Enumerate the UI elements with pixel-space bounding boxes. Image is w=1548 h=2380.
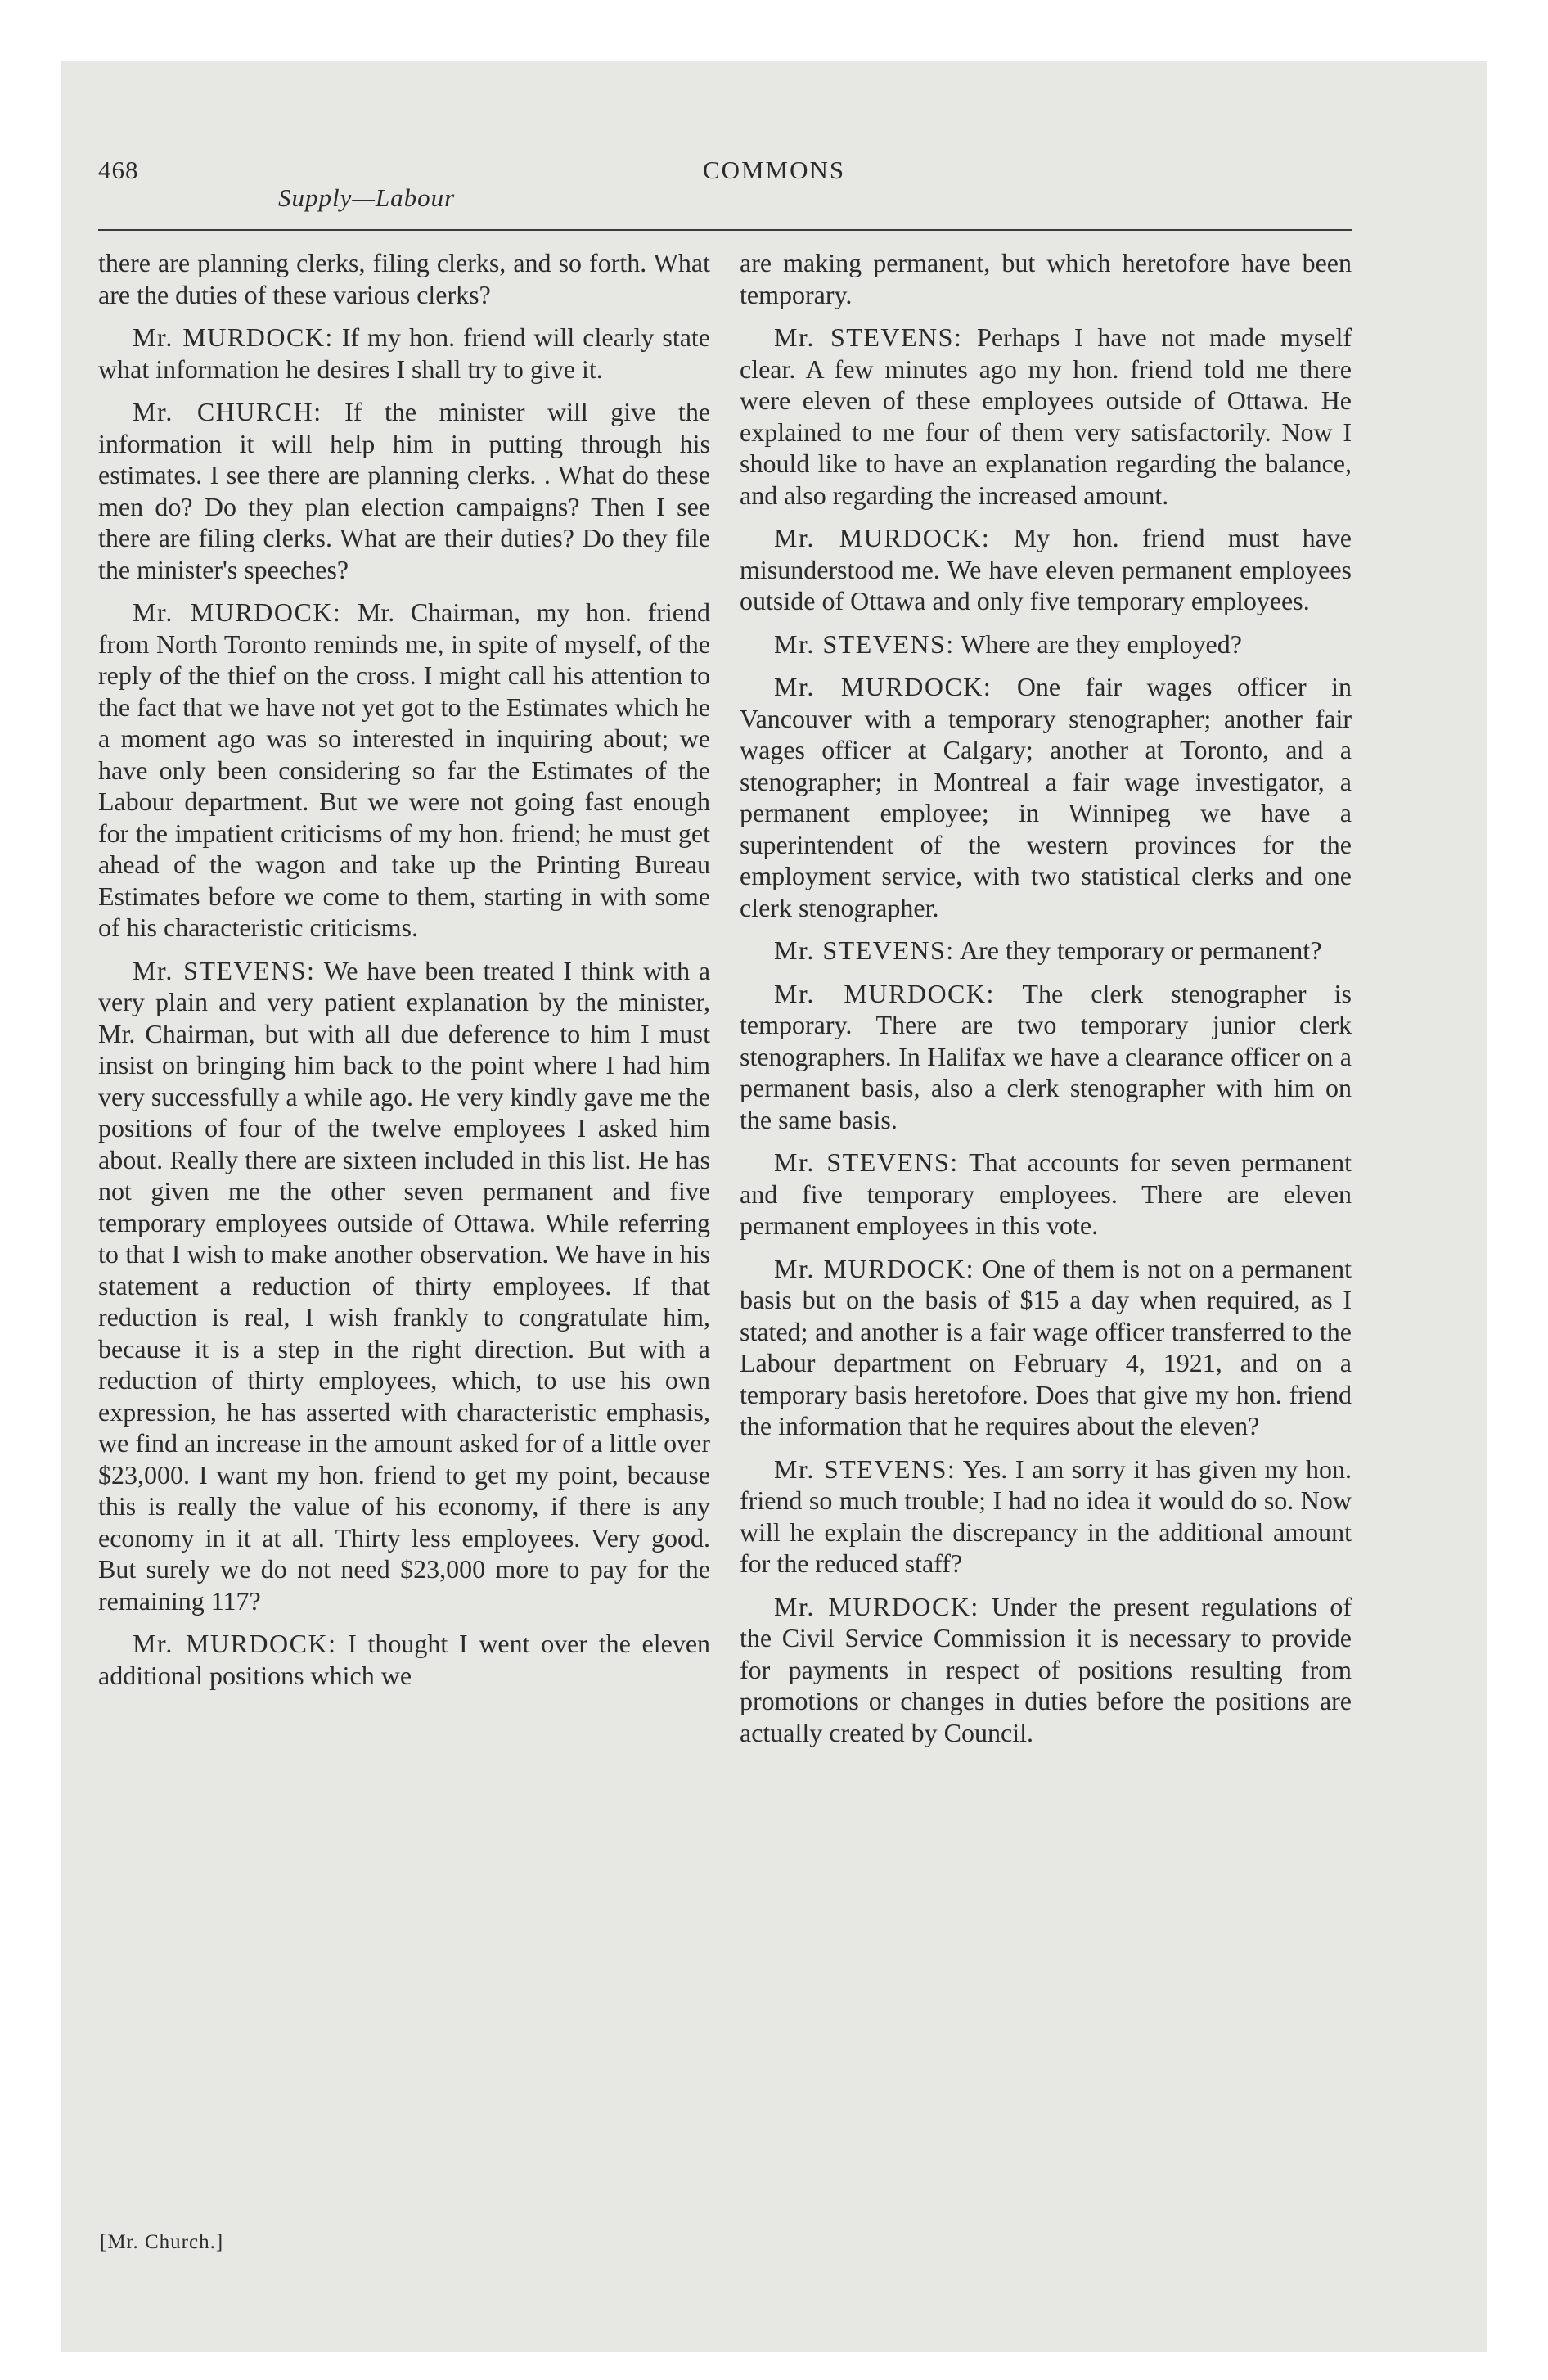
right-column [740,247,1352,1760]
speaker: Mr. MURDOCK: [133,1629,337,1658]
speaker: Mr. STEVENS: [774,1454,956,1484]
page-number: 468 [98,156,139,184]
paragraph [98,597,710,944]
paragraph-text: Perhaps I have not made myself clear. A few minutes ago my hon. friend told me there were eleven of these employees outside of Ottawa. He explained to me four of them very satisfactorily. Now I should like to have an explanation regarding the balance, and also regarding the increased amount. [740,322,1352,510]
speaker: Mr. MURDOCK: [133,597,342,627]
paragraph [98,247,710,310]
speaker: Mr. STEVENS: [774,1147,959,1177]
paragraph [98,1628,710,1691]
speaker: Mr. MURDOCK: [774,523,991,552]
speaker: Mr. MURDOCK: [774,978,995,1008]
speaker: Mr. MURDOCK: [774,1253,975,1283]
paragraph [740,1253,1352,1442]
paragraph-text: One fair wages officer in Vancouver with a temporary stenographer; another fair wages officer at Calgary; another at Toronto, and a stenographer; in Montreal a fair wage investigator, a permanent employee; in Winnipeg we have a superintendent of the western provinces for the employment service, with two statistical clerks and one clerk stenographer. [740,672,1352,922]
paragraph-text: If the minister will give the information it will help him in putting through his estimates. I see there are planning clerks. . What do these men do? Do they plan election campaigns? Then I see there are filing clerks. What are their duties? Do they file the minister's speeches? [98,397,711,584]
paragraph [740,629,1352,660]
paragraph-text: are making permanent, but which heretofore have been temporary. [740,248,1352,309]
paragraph [740,522,1352,617]
left-column [98,247,710,1702]
paragraph-text: Are they temporary or permanent? [959,935,1322,965]
paragraph [98,955,710,1617]
section-heading: Supply—Labour [278,183,456,212]
speaker: Mr. STEVENS: [774,935,955,965]
speaker: Mr. MURDOCK: [774,1591,979,1621]
paragraph [740,1454,1352,1580]
paragraph [98,396,710,585]
speaker: Mr. CHURCH: [133,397,322,426]
paragraph-text: Yes. I am sorry it has given my hon. friend so much trouble; I had no idea it would do so. Now will he explain the discrepancy in the additional amount for the reduced staff? [740,1454,1352,1578]
paragraph [740,978,1352,1136]
paragraph-text: If my hon. friend will clearly state what information he desires I shall try to give it. [98,322,711,384]
speaker: Mr. MURDOCK: [774,672,992,701]
paragraph-text: there are planning clerks, filing clerks, and so forth. What are the duties of these various clerks? [98,248,710,309]
paragraph-text: Mr. Chairman, my hon. friend from North Toronto reminds me, in spite of myself, of the reply of the thief on the cross. I might call his attention to the fact that we have not yet got to the Estimates which he a moment ago was so interested in inquiring about; we have only been considering so far the Estimates of the Labour department. But we were not going fast enough for the impatient criticisms of my hon. friend; he must get ahead of the wagon and take up the Printing Bureau Estimates before we come to them, starting in with some of his characteristic criticisms. [98,597,711,942]
paragraph-text: Under the present regulations of the Civil Service Commission it is necessary to provide for payments in respect of positions resulting from promotions or changes in duties before the positions are actually created by Council. [740,1591,1352,1747]
paragraph [740,935,1352,967]
paragraph-text: The clerk stenographer is temporary. There are two temporary junior clerk stenographers. In Halifax we have a clearance officer on a permanent basis, also a clerk stenographer with him on the same basis. [740,978,1352,1134]
paragraph-text: I thought I went over the eleven additional positions which we [98,1629,711,1690]
paragraph [740,671,1352,923]
speaker: Mr. STEVENS: [133,955,316,985]
paragraph-text: We have been treated I think with a very plain and very patient explanation by the minister, Mr. Chairman, but with all due deference to him I must insist on bringing him back to the point where I had him very successfully a while ago. He very kindly gave me the positions of four of the twelve employees I asked him about. Really there are sixteen included in this list. He has not given me the other seven permanent and five temporary employees outside of Ottawa. While referring to that I wish to make another observation. We have in his statement a reduction of thirty employees. If that reduction is real, I wish frankly to congratulate him, because it is a step in the right direction. But with a reduction of thirty employees, which, to use his own expression, he has asserted with characteristic emphasis, we find an increase in the amount asked for of a little over $23,000. I want my hon. friend to get my point, because this is really the value of his economy, if there is any economy in it at all. Thirty less employees. Very good. But surely we do not need $23,000 more to pay for the remaining 117? [98,955,711,1616]
paragraph [740,1147,1352,1242]
paragraph [740,247,1352,310]
paragraph [740,1591,1352,1749]
paragraph [740,322,1352,511]
paragraph-text: My hon. friend must have misunderstood me. We have eleven permanent employees outside of Ottawa and only five temporary employees. [740,523,1352,615]
speaker: Mr. STEVENS: [774,629,955,659]
footer-note: [Mr. Church.] [100,2231,224,2253]
paragraph-text: That accounts for seven permanent and five temporary employees. There are eleven permanent employees in this vote. [740,1147,1352,1240]
paragraph [98,322,710,385]
speaker: Mr. STEVENS: [774,322,963,352]
running-title: COMMONS [702,156,846,184]
paragraph-text: One of them is not on a permanent basis but on the basis of $15 a day when required, as I stated; and another is a fair wage officer transferred to the Labour department on February 4, 1921, and on a temporary basis heretofore. Does that give my hon. friend the information that he requires about the eleven? [740,1253,1352,1440]
header-rule [98,229,1352,231]
speaker: Mr. MURDOCK: [133,322,334,352]
paragraph-text: Where are they employed? [961,629,1242,659]
